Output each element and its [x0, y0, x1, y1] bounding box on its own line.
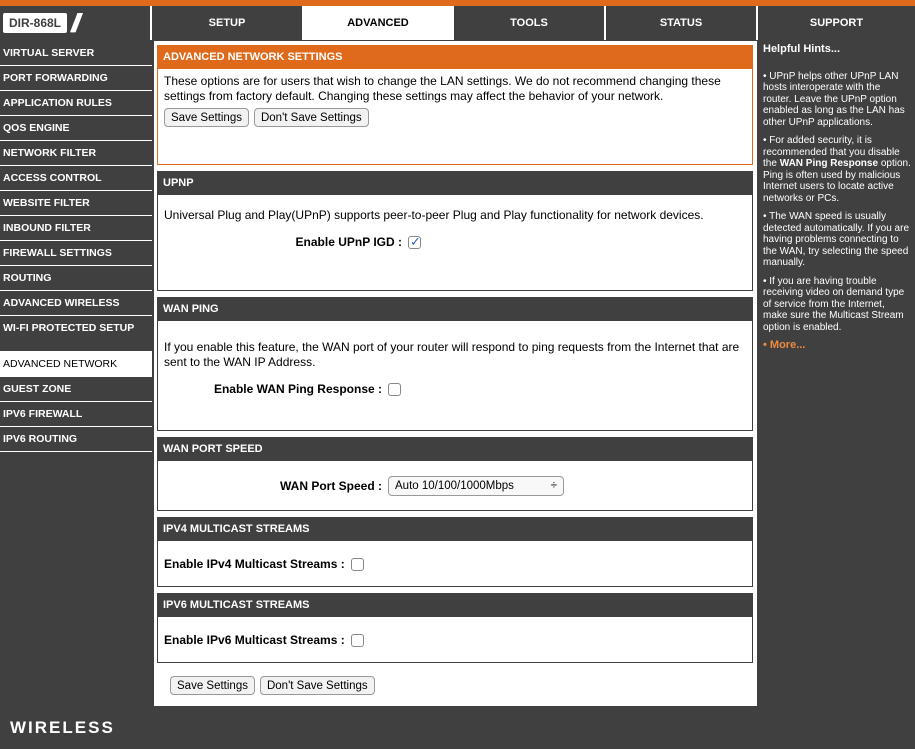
hint-multicast: • If you are having trouble receiving video on demand type of service from the Internet, make sure the Multicast Stream option is enabled.	[763, 275, 905, 333]
ipv4-multicast-section	[157, 517, 753, 587]
wan-ping-heading: WAN PING	[158, 298, 752, 321]
hint-wan-ping: • For added security, it is recommended that you disable the WAN Ping Response option. Ping is often used by malicious Internet users to locate active networks or PCs.	[763, 135, 911, 204]
tab-tools[interactable]: TOOLS	[454, 6, 606, 40]
more-link[interactable]: • More...	[763, 339, 806, 351]
sidebar-item-inbound-filter[interactable]: INBOUND FILTER	[0, 216, 152, 241]
wan-port-speed-label: WAN Port Speed :	[279, 479, 382, 493]
model-name: DIR-868L	[3, 13, 67, 33]
upnp-heading: UPNP	[158, 172, 752, 195]
page-title: ADVANCED NETWORK SETTINGS	[158, 46, 752, 69]
sidebar-item-ipv6-routing[interactable]: IPV6 ROUTING	[0, 427, 152, 452]
bottom-buttons	[170, 676, 380, 695]
wan-ping-description: If you enable this feature, the WAN port of your router will respond to ping requests from the Internet that are sent to the WAN IP Address.	[164, 340, 740, 369]
wan-port-speed-heading: WAN PORT SPEED	[158, 438, 752, 461]
footer	[0, 706, 915, 749]
ipv4-multicast-label: Enable IPv4 Multicast Streams :	[164, 557, 345, 571]
sidebar-item-network-filter[interactable]: NETWORK FILTER	[0, 141, 152, 166]
sidebar-item-advanced-wireless[interactable]: ADVANCED WIRELESS	[0, 291, 152, 316]
helpful-hints-panel	[759, 41, 915, 706]
tab-status[interactable]: STATUS	[606, 6, 758, 40]
tab-support[interactable]: SUPPORT	[758, 6, 915, 40]
sidebar-item-guest-zone[interactable]: GUEST ZONE	[0, 377, 152, 402]
dont-save-settings-button[interactable]: Don't Save Settings	[254, 108, 369, 127]
wan-port-speed-value: Auto 10/100/1000Mbps	[395, 480, 514, 492]
wireless-logo: WIRELESS	[10, 718, 115, 737]
sidebar-item-routing[interactable]: ROUTING	[0, 266, 152, 291]
wan-port-speed-field	[158, 476, 752, 496]
advanced-network-settings-section	[157, 45, 753, 165]
intro-text: These options are for users that wish to change the LAN settings. We do not recommend changing these settings from factory default. Changing these settings may affect the behavior of your network.	[164, 74, 721, 103]
upnp-field	[164, 235, 746, 250]
sidebar-item-advanced-network[interactable]: ADVANCED NETWORK	[0, 352, 152, 377]
sidebar-item-qos-engine[interactable]: QOS ENGINE	[0, 116, 152, 141]
sidebar-item-virtual-server[interactable]: VIRTUAL SERVER	[0, 41, 152, 66]
select-arrow-icon: ÷	[550, 480, 557, 492]
ipv4-multicast-checkbox[interactable]	[351, 558, 364, 571]
wan-ping-field	[164, 382, 746, 397]
upnp-section	[157, 171, 753, 291]
tab-setup[interactable]: SETUP	[152, 6, 304, 40]
sidebar-item-application-rules[interactable]: APPLICATION RULES	[0, 91, 152, 116]
ipv6-multicast-checkbox[interactable]	[351, 634, 364, 647]
hint-upnp: • UPnP helps other UPnP LAN hosts interoperate with the router. Leave the UPnP option enabled as long as the LAN has other UPnP applications.	[763, 70, 905, 128]
model-slashes: ///	[71, 8, 75, 38]
top-nav	[0, 6, 915, 40]
upnp-label: Enable UPnP IGD :	[295, 235, 402, 249]
ipv4-multicast-field	[158, 557, 752, 571]
ipv6-multicast-label: Enable IPv6 Multicast Streams :	[164, 633, 345, 647]
hints-title: Helpful Hints...	[763, 43, 840, 55]
sidebar-item-port-forwarding[interactable]: PORT FORWARDING	[0, 66, 152, 91]
main-content	[154, 41, 757, 706]
wan-port-speed-section	[157, 437, 753, 511]
wan-ping-section	[157, 297, 753, 431]
sidebar-item-ipv6-firewall[interactable]: IPV6 FIREWALL	[0, 402, 152, 427]
tab-advanced[interactable]: ADVANCED	[304, 6, 454, 40]
upnp-checkbox[interactable]	[408, 236, 421, 249]
hint-wan-speed: • The WAN speed is usually detected automatically. If you are having problems connecting to the WAN, try selecting the speed manually.	[763, 211, 910, 268]
sidebar-item-firewall-settings[interactable]: FIREWALL SETTINGS	[0, 241, 152, 266]
sidebar	[0, 41, 152, 452]
upnp-description: Universal Plug and Play(UPnP) supports peer-to-peer Plug and Play functionality for network devices.	[164, 208, 704, 222]
sidebar-item-website-filter[interactable]: WEBSITE FILTER	[0, 191, 152, 216]
wan-ping-checkbox[interactable]	[388, 383, 401, 396]
dont-save-settings-button-bottom[interactable]: Don't Save Settings	[260, 676, 375, 695]
ipv6-multicast-section	[157, 593, 753, 663]
ipv6-multicast-heading: IPV6 MULTICAST STREAMS	[158, 594, 752, 617]
wan-port-speed-select[interactable]	[388, 476, 564, 496]
model-logo	[0, 6, 152, 40]
wan-ping-label: Enable WAN Ping Response :	[213, 382, 382, 396]
ipv6-multicast-field	[158, 633, 752, 647]
sidebar-item-wifi-protected-setup[interactable]: WI-FI PROTECTED SETUP	[0, 316, 152, 352]
save-settings-button[interactable]: Save Settings	[164, 108, 249, 127]
sidebar-item-access-control[interactable]: ACCESS CONTROL	[0, 166, 152, 191]
save-settings-button-bottom[interactable]: Save Settings	[170, 676, 255, 695]
ipv4-multicast-heading: IPV4 MULTICAST STREAMS	[158, 518, 752, 541]
